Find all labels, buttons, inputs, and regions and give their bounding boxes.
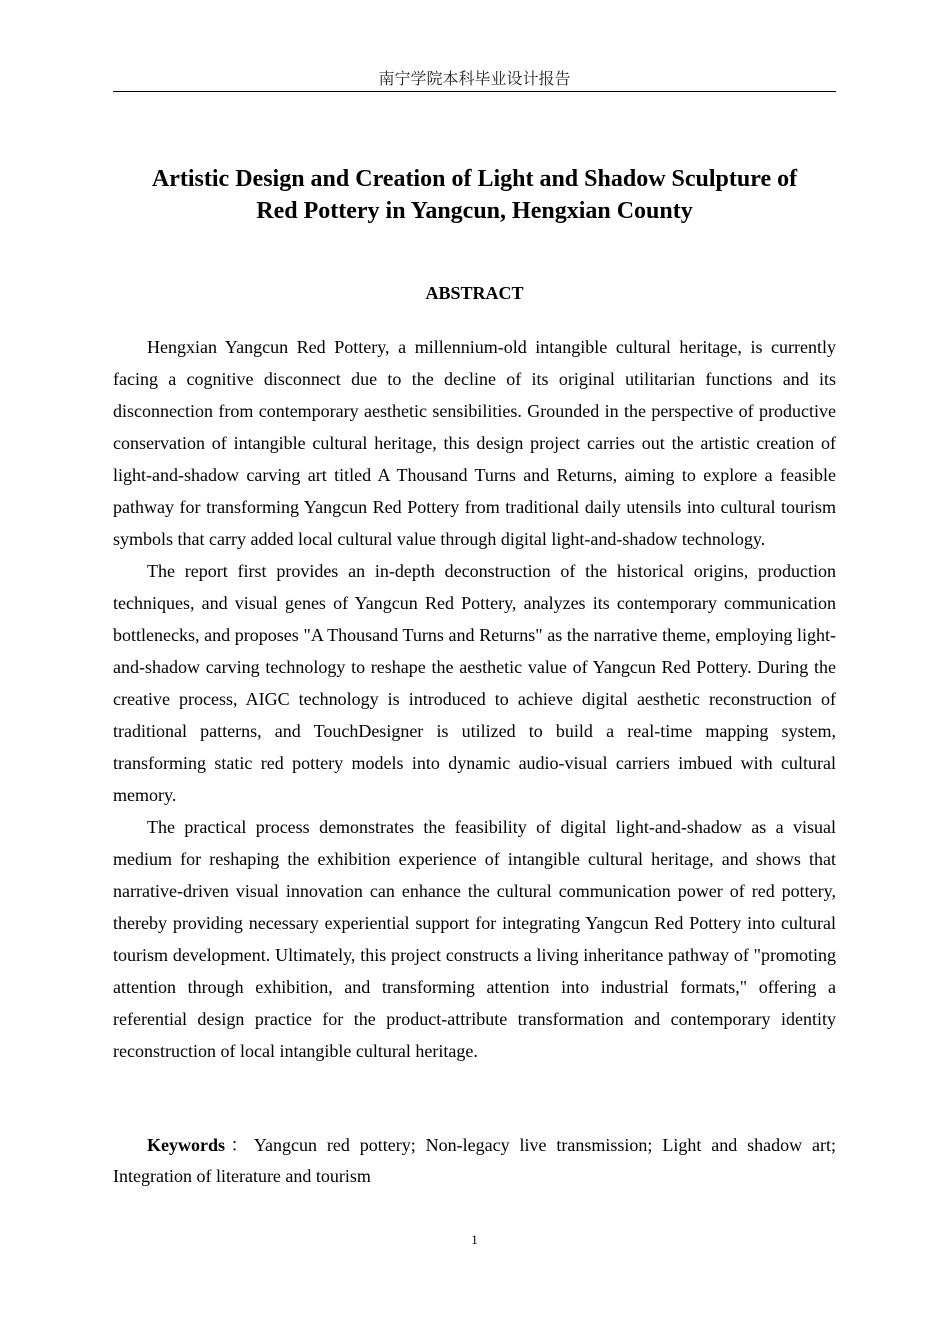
abstract-heading: ABSTRACT xyxy=(425,283,524,303)
abstract-paragraph: The practical process demonstrates the feasibility of digital light-and-shadow as a visual medium for reshaping the exhibition experience of intangible cultural heritage, and shows that narrative-driven visual innovation can enhance the cultural communication power of red pottery, thereby providing necessary experiential support for integrating Yangcun Red Pottery into cultural tourism development. Ultimately, this project constructs a living inheritance pathway of "promoting attention through exhibition, and transforming attention into industrial formats," offering a referential design practice for the product-attribute transformation and contemporary identity reconstruction of local intangible cultural heritage. xyxy=(113,817,836,1061)
abstract-paragraph: Hengxian Yangcun Red Pottery, a millennium-old intangible cultural heritage, is currently facing a cognitive disconnect due to the decline of its original utilitarian functions and its disconnection from contemporary aesthetic sensibilities. Grounded in the perspective of productive conservation of intangible cultural heritage, this design project carries out the artistic creation of light-and-shadow carving art titled A Thousand Turns and Returns, aiming to explore a feasible pathway for transforming Yangcun Red Pottery from traditional daily utensils into cultural tourism symbols that carry added local cultural value through digital light-and-shadow technology. xyxy=(113,337,836,549)
abstract-paragraph: The report first provides an in-depth deconstruction of the historical origins, production techniques, and visual genes of Yangcun Red Pottery, analyzes its contemporary communication bottlenecks, and proposes "A Thousand Turns and Returns" as the narrative theme, employing light-and-shadow carving technology to reshape the aesthetic value of Yangcun Red Pottery. During the creative process, AIGC technology is introduced to achieve digital aesthetic reconstruction of traditional patterns, and TouchDesigner is utilized to build a real-time mapping system, transforming static red pottery models into dynamic audio-visual carriers imbued with cultural memory. xyxy=(113,561,836,805)
running-header: 南宁学院本科毕业设计报告 xyxy=(378,69,571,88)
keywords-section xyxy=(113,1130,836,1192)
abstract-body xyxy=(113,331,836,1067)
keywords-label: Keywords xyxy=(147,1135,225,1155)
document-title-line-2: Red Pottery in Yangcun, Hengxian County xyxy=(256,198,693,224)
document-title-line-1: Artistic Design and Creation of Light and Shadow Sculpture of xyxy=(151,166,798,192)
keywords-text: Yangcun red pottery; Non-legacy live transmission; Light and shadow art; Integration of literature and tourism xyxy=(113,1135,836,1186)
keywords-separator: ： xyxy=(225,1135,254,1155)
document-title xyxy=(113,163,836,227)
page-number: 1 xyxy=(471,1232,478,1247)
header-rule xyxy=(113,91,836,92)
